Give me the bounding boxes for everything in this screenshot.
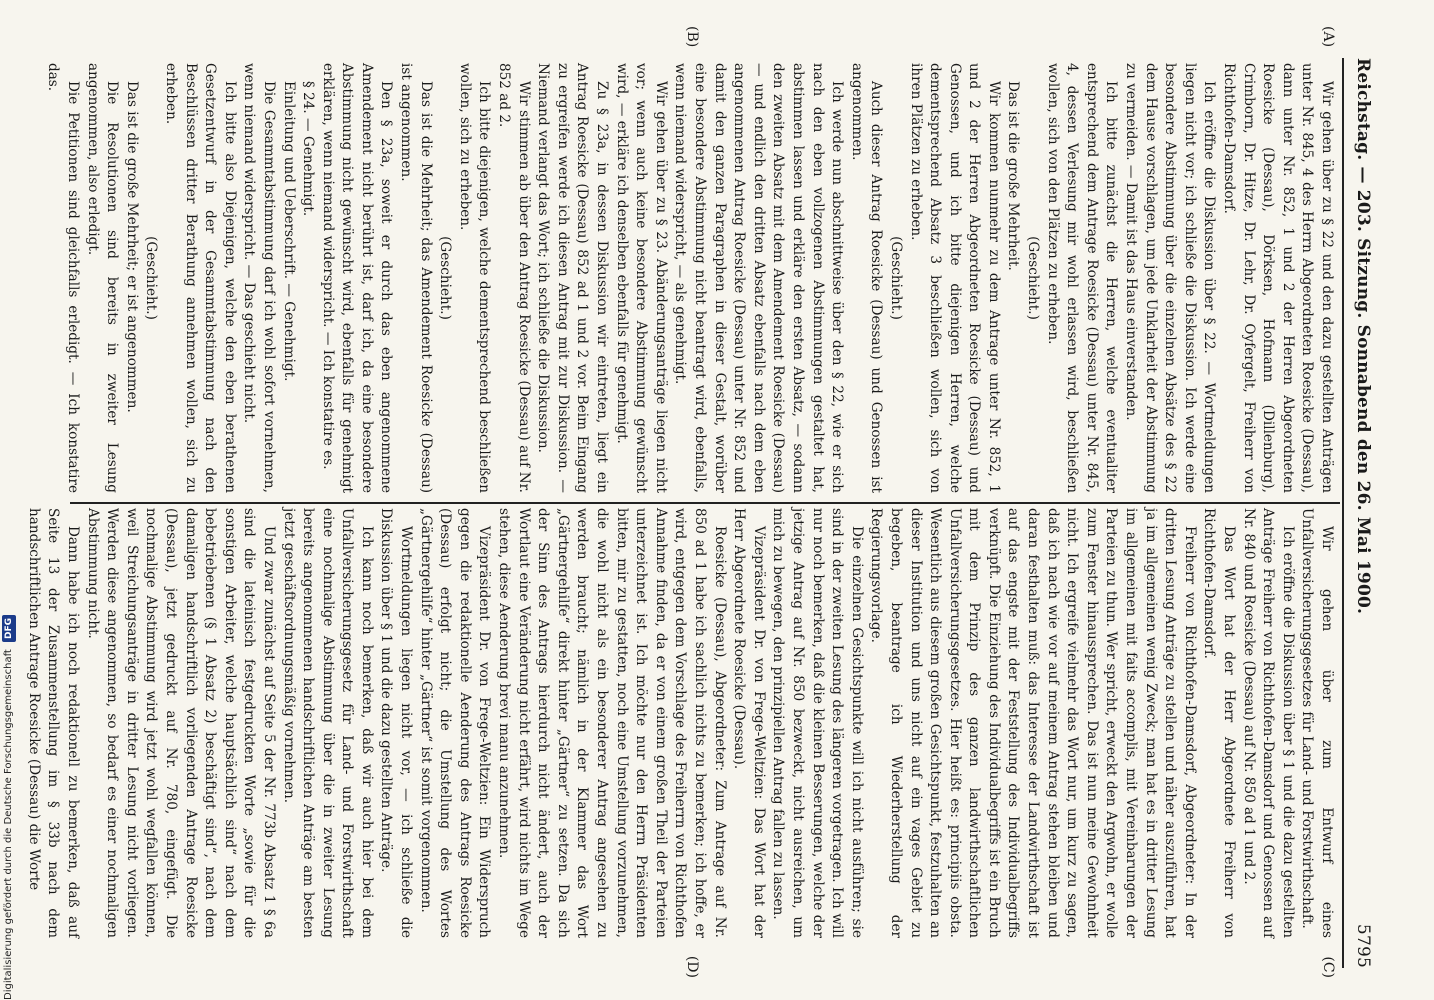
paragraph: Die einzelnen Gesichtspunkte will ich nicht ausführen; sie sind in der zweiten Lesung des längeren vorgetragen. Ich will nur noch bemerken, daß die kleinen Besserungen, welche der jetzige Antrag auf Nr. 850 bezweckt, nicht ausreichen, um mich zu bewegen, den prinzipiellen Antrag fallen zu lassen. — [770, 508, 865, 938]
margin-mark-c: (C) — [1320, 956, 1336, 978]
column-divider — [70, 502, 1340, 504]
paragraph: Dann habe ich noch redaktionell zu bemerken, daß auf Seite 13 der Zusammenstellung im § 33b nach dem handschriftlichen Antrage Roesicke (Dessau) die Worte — [25, 508, 81, 938]
paragraph: Den § 23a, soweit er durch das eben angenommene Amendement nicht berührt ist, darf ich, da eine besondere Abstimmung nicht gewünscht wird, ebenfalls für genehmigt erklären, wenn niemand widerspricht. — Ich konstatire es. — [319, 63, 395, 493]
paragraph: Vizepräsident Dr. von Frege-Weltzien: Ein Widerspruch gegen die redaktionelle Aenderung des Antrags Roesicke (Dessau) erfolgt nicht; die Umstellung des Wortes „Gärtnergehilfe“ hinter „Gärtner“ ist somit vorgenommen. — [417, 508, 493, 938]
credit-text: Digitalisierung gefördert durch die Deutsche Forschungsgemeinschaft — [3, 649, 14, 1000]
paragraph: (Geschieht.) — [143, 236, 160, 320]
page-title: Reichstag. — 203. Sitzung. Sonnabend den 26. Mai 1900. — [1353, 58, 1373, 615]
paragraph: Roesicke (Dessau), Abgeordneter: Zum Antrage auf Nr. 850 ad 1 habe ich sachlich nichts zu bemerken; ich hoffe, er wird, entgegen dem Vorschlage des Freiherrn von Richthofen Annahme finden, da er von einem großen Theil der Parteien unterzeichnet ist. Ich möchte nur den Herrn Präsidenten bitten, mir zu gestatten, noch eine Umstellung vorzunehmen, die wohl nicht als ein besonderer Antrag angesehen zu werden braucht; nämlich in der Klammer das Wort „Gärtnergehilfe“ direkt hinter „Gärtner“ zu setzen. Da sich der Sinn des Antrags hierdurch nicht ändert, auch der Wortlaut eine Veränderung nicht erfährt, wird nichts im Wege stehen, diese Aenderung brevi manu anzunehmen. — [496, 508, 728, 938]
page-header — [1346, 58, 1380, 968]
paragraph: Ich eröffne die Diskussion über § 1 und die dazu gestellten Anträge Freiherr von Richthofen-Damsdorf und Genossen auf Nr. 840 und Roesicke (Dessau) auf Nr. 850 ad 1 und 2. — [1240, 508, 1296, 938]
paragraph: Wir gehen über zu § 22 und den dazu gestellten Anträgen unter Nr. 845, 4 des Herrn Abgeordneten Roesicke (Dessau), dann unter Nr. 852, 1 und 2 der Herren Abgeordneten Roesicke (Dessau), Dörksen, Hofmann (Dillenburg), Crimborn, Dr. Hitze, Dr. Lehr, Dr. Oyfergelt, Freiherr von Richthofen-Damsdorf. — [1221, 63, 1335, 493]
rotated-page — [25, 18, 1380, 978]
paragraph: § 24. — Genehmigt. — [300, 81, 317, 217]
paragraph: (Geschieht.) — [887, 236, 904, 320]
paragraph: Wir gehen über zum Entwurf eines Unfallversicherungsgesetzes für Land- und Forstwirthschaft. — [1299, 508, 1335, 938]
margin-mark-b: (B) — [684, 26, 700, 48]
paragraph: Ich kann noch bemerken, daß wir auch hier bei dem Unfallversicherungsgesetz für Land- und Forstwirthschaft eine nochmalige Abstimmung über die in zweiter Lesung bereits angenommenen handschriftlichen Anträge am besten jetzt geschäftsordnungsmäßig vornehmen. — [280, 508, 375, 938]
paragraph: Zu § 23a, in dessen Diskussion wir eintreten, liegt ein Antrag Roesicke (Dessau) 852 ad 1 und 2 vor. Beim Eingang zu ergreifen werde ich diesen Antrag mit zur Diskussion. — Niemand verlangt das Wort; ich schließe die Diskussion. — [535, 63, 611, 493]
paragraph: Wir gehen über zu § 23. Abänderungsanträge liegen nicht vor; wenn auch keine besondere Abstimmung gewünscht wird, — erkläre ich denselben ebenfalls für genehmigt. — [613, 63, 669, 493]
paragraph: Vizepräsident Dr. von Frege-Weltzien: Das Wort hat der Herr Abgeordnete Roesicke (Dessau). — [731, 508, 767, 938]
page-number: 5795 — [1353, 923, 1373, 968]
paragraph: Auch dieser Antrag Roesicke (Dessau) und Genossen ist angenommen. — [848, 63, 885, 493]
paragraph: Ich werde nun abschnittweise über den § 22, wie er sich nach den eben vollzogenen Abstimmungen gestaltet hat, abstimmen lassen und erkläre den ersten Absatz, — sodann den zweiten Absatz mit dem Amendement Roesicke (Dessau) — und endlich den dritten Absatz ebenfalls nach dem eben angenommenen Antrag Roesicke (Dessau) unter Nr. 852 und damit den ganzen Paragraphen in dieser Gestalt, worüber eine besondere Abstimmung nicht beantragt wird, ebenfalls, wenn niemand widerspricht, — als genehmigt. — [672, 63, 846, 493]
paragraph: Das Wort hat der Herr Abgeordnete Freiherr von Richthofen-Damsdorf. — [1201, 508, 1238, 938]
margin-mark-d: (D) — [684, 955, 700, 978]
dfg-logo: DFG — [2, 615, 16, 642]
paragraph: Wortmeldungen liegen nicht vor, — ich schließe die Diskussion über § 1 und die dazu gestellten Anträge. — [378, 508, 415, 938]
paragraph: Die Petitionen sind gleichfalls erledigt. — Ich konstatire das. — [45, 63, 81, 493]
paragraph: Wir stimmen ab über den Antrag Roesicke (Dessau) auf Nr. 852 ad 2. — [496, 63, 532, 493]
paragraph: Das ist die große Mehrheit. — [1005, 81, 1022, 271]
paragraph: Ich bitte also Diejenigen, welche den eben berathenen Gesetzentwurf in der Gesammtabstimmung nach den Beschlüssen dritter Berathung annehmen wollen, sich zu erheben. — [162, 63, 238, 493]
margin-mark-a: (A) — [1320, 26, 1336, 48]
paragraph: Einleitung und Ueberschrift. — Genehmigt. — [280, 81, 297, 382]
paragraph: Freiherr von Richthofen-Damsdorf, Abgeordneter: In der dritten Lesung Anträge zu stellen und näher auszuführen, hat ja im allgemeinen wenig Zweck; man hat es in dritter Lesung im allgemeinen mit faits accomplis, mit Vereinbarungen der Parteien zu thun. Wer spricht, erweckt den Argwohn, er wolle zum Fenster hinaussprechen. Das ist nun meine Gewohnheit nicht. Ich ergreife vielmehr das Wort nur, um kurz zu sagen, daß ich nach wie vor auf meinem Antrag stehen bleiben und daran festhalten muß: das Interesse der Landwirthschaft ist auf das engste mit der Feststellung des Individualbegriffs verknüpft. Die Einziehung des Individualbegriffs ist ein Bruch mit dem Prinzip des ganzen landwirthschaftlichen Unfallversicherungsgesetzes. Hier heißt es: principiis obsta. Wesentlich aus diesem großen Gesichtspunkt, festzuhalten an dieser Institution und uns nicht auf ein vages Gebiet zu begeben, beantrage ich Wiederherstellung der Regierungsvorlage. — [868, 508, 1198, 938]
paragraph: Das ist die große Mehrheit; er ist angenommen. — [123, 81, 140, 413]
paragraph: Und zwar zunächst auf Seite 5 der Nr. 773b Absatz 1 § 6a sind die lateinisch festgedruckten Worte „sowie für die sonstigen Arbeiter, welche hauptsächlich sind“ nach dem bebetriebenen (§ 1 Absatz 2) beschäftigt sind“, nach dem damaligen handschriftlich vorliegenden Antrage Roesicke (Dessau), jetzt gedruckt auf Nr. 780, eingefügt. Die nochmalige Abstimmung wird jetzt wohl wegfallen können, weil Streichungsanträge in dritter Lesung nicht vorliegen. Werden diese angenommen, so bedarf es einer nochmaligen Abstimmung nicht. — [84, 508, 277, 938]
paragraph: Ich bitte zunächst die Herren, welche eventualiter entsprechend dem Antrage Roesicke (Dessau) unter Nr. 845, 4, dessen Verlesung mir wohl erlassen wird, beschließen wollen, sich von den Plätzen zu erheben. — [1044, 63, 1120, 493]
digitization-credit — [2, 0, 16, 1000]
header-rule — [1342, 58, 1344, 968]
paragraph: (Geschieht.) — [437, 236, 454, 320]
paragraph: Die Resolutionen sind bereits in zweiter Lesung angenommen, also erledigt. — [84, 63, 121, 493]
paragraph: Die Gesammtabstimmung darf ich wohl sofort vornehmen, wenn niemand widerspricht. — Das geschieht nicht. — [241, 63, 277, 493]
paragraph: (Geschieht.) — [1025, 236, 1042, 320]
paragraph: Wir kommen nunmehr zu dem Antrage unter Nr. 852, 1 und 2 der Herren Abgeordneten Roesicke (Dessau) und Genossen, und ich bitte diejenigen Herren, welche dementsprechend Absatz 3 beschließen wollen, sich von ihren Plätzen zu erheben. — [907, 63, 1002, 493]
left-column — [45, 63, 1336, 493]
right-column — [25, 508, 1336, 938]
paragraph: Das ist die Mehrheit; das Amendement Roesicke (Dessau) ist angenommen. — [398, 63, 434, 493]
paragraph: Ich bitte diejenigen, welche dementsprechend beschließen wollen, sich zu erheben. — [456, 63, 493, 493]
paragraph: Ich eröffne die Diskussion über § 22. — Wortmeldungen liegen nicht vor; ich schließe die Diskussion. Ich werde eine besondere Abstimmung über die einzelnen Absätze des § 22 dem Hause vorschlagen, um jede Unklarheit der Abstimmung zu vermeiden. — Damit ist das Haus einverstanden. — [1123, 63, 1218, 493]
